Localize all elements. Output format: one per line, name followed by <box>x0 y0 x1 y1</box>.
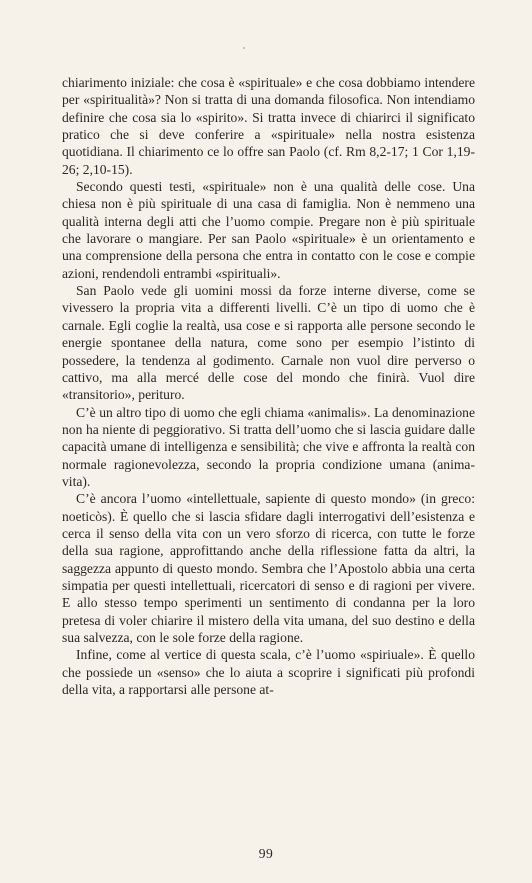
paragraph: C’è un altro tipo di uomo che egli chiama «animalis». La denominazione non ha niente di peggiorativo. Si tratta dell’uomo che si lascia guidare dalle capacità umane di intelligenza e sensibilità; che vive e affronta la realtà con normale ragionevolezza, secondo la propria condizione umana (anima-vita). <box>62 404 475 489</box>
page-number: 99 <box>258 846 274 861</box>
paragraph: Infine, come al vertice di questa scala, c’è l’uomo «spiriuale». È quello che possiede un «senso» che lo aiuta a scoprire i significati più profondi della vita, a rapportarsi alle persone at- <box>62 647 475 698</box>
body-text <box>62 74 475 698</box>
paragraph: C’è ancora l’uomo «intellettuale, sapiente di questo mondo» (in greco: noeticòs). È quello che si lascia sfidare dagli interrogativi dell’esistenza e cerca il senso della vita con un vero sforzo di ricerca, con tutte le forze della sua ragione, approfittando anche della riflessione fatta da altri, la saggezza appunto di questo mondo. Sembra che l’Apostolo abbia una certa simpatia per questi intellettuali, ricercatori di senso e di ragioni per vivere. E allo stesso tempo sperimenti un sentimento di condanna per la loro pretesa di voler chiarire il mistero della vita umana, del suo destino e della sua salvezza, con le sole forze della ragione. <box>62 491 475 645</box>
paragraph: Secondo questi testi, «spirituale» non è una qualità delle cose. Una chiesa non è più spirituale di una casa di famiglia. Non è nemmeno una qualità interna degli atti che l’uomo compie. Pregare non è più spirituale che lavorare o mangiare. Per san Paolo «spirituale» è un orientamento e una comprensione della persona che entra in contatto con le cose e compie azioni, rendendoli entrambi «spirituali». <box>62 179 475 281</box>
paragraph: chiarimento iniziale: che cosa è «spirituale» e che cosa dobbiamo intendere per «spiritualità»? Non si tratta di una domanda filosofica. Non intendiamo definire che cosa sia lo «spirito». Si tratta invece di chiarirci il significato pratico che si deve conferire a «spirituale» nella nostra esistenza quotidiana. Il chiarimento ce lo offre san Paolo (cf. Rm 8,2-17; 1 Cor 1,19-26; 2,10-15). <box>62 75 475 177</box>
paper-speck <box>243 47 245 49</box>
paragraph: San Paolo vede gli uomini mossi da forze interne diverse, come se vivessero la propria vita a differenti livelli. C’è un tipo di uomo che è carnale. Egli coglie la realtà, usa cose e si rapporta alle persone secondo le energie spontanee della natura, come sono per esempio l’istinto di possedere, la tendenza al godimento. Carnale non vuol dire perverso o cattivo, ma alla mercé delle cose del mondo che finirà. Vuol dire «transitorio», perituro. <box>62 283 475 403</box>
